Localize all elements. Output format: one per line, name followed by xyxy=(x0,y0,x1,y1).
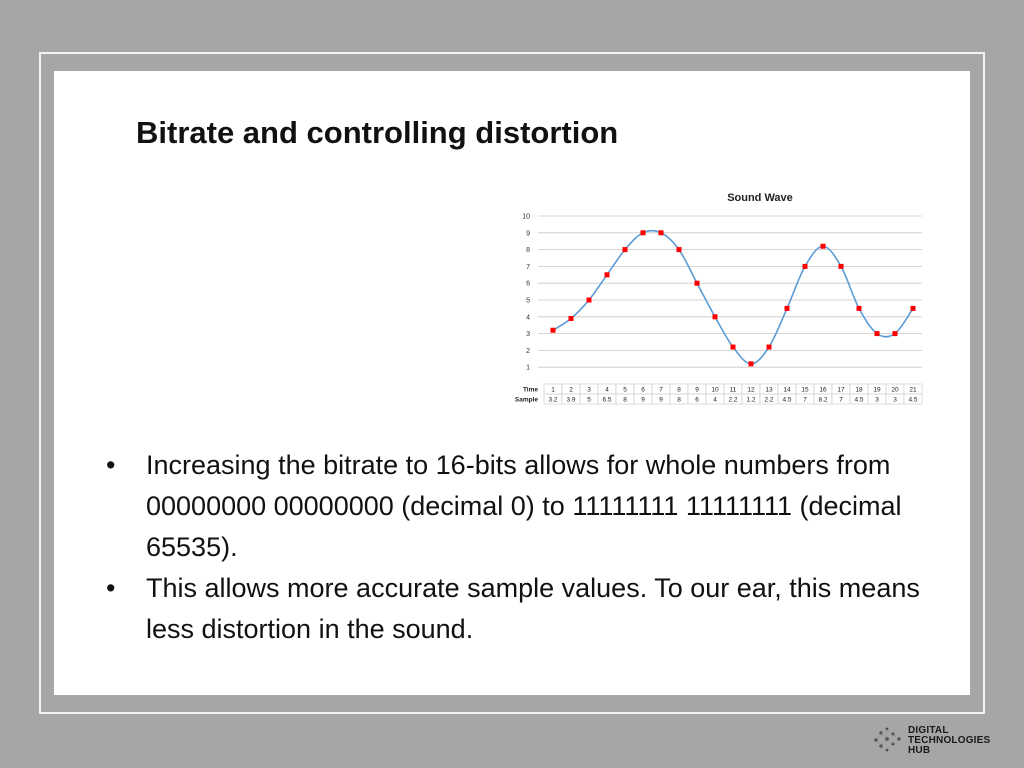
sample-value: 3.2 xyxy=(548,396,558,404)
bullet-list xyxy=(104,445,954,650)
logo-line-3: HUB xyxy=(908,745,931,756)
time-value: 7 xyxy=(659,386,663,394)
time-value: 12 xyxy=(747,386,755,394)
time-value: 4 xyxy=(605,386,609,394)
time-value: 19 xyxy=(873,386,881,394)
y-tick-label: 2 xyxy=(526,347,530,355)
sample-point xyxy=(803,264,808,269)
sample-point xyxy=(893,331,898,336)
bullet-item xyxy=(104,568,954,650)
sample-value: 8 xyxy=(623,396,627,404)
sample-point xyxy=(875,331,880,336)
bullet-item xyxy=(104,445,954,568)
y-tick-label: 3 xyxy=(526,331,530,339)
bullet-text: Increasing the bitrate to 16-bits allows for whole numbers from 00000000 00000000 (decimal 0) to 11111111 11111111 (decimal 65535). xyxy=(146,450,902,562)
time-value: 5 xyxy=(623,386,627,394)
sample-point xyxy=(677,247,682,252)
time-value: 8 xyxy=(677,386,681,394)
sample-value: 2.2 xyxy=(728,396,738,404)
sample-point xyxy=(839,264,844,269)
slide xyxy=(54,71,970,695)
bullet-text: This allows more accurate sample values. To our ear, this means less distortion in the sound. xyxy=(146,573,920,644)
sample-value: 6 xyxy=(695,396,699,404)
sound-wave-line xyxy=(553,231,913,364)
time-value: 15 xyxy=(801,386,809,394)
y-tick-label: 1 xyxy=(526,364,530,372)
slide-title: Bitrate and controlling distortion xyxy=(136,115,619,150)
time-value: 17 xyxy=(837,386,845,394)
time-value: 2 xyxy=(569,386,573,394)
time-value: 10 xyxy=(711,386,719,394)
sample-point xyxy=(713,314,718,319)
y-tick-label: 5 xyxy=(526,297,530,305)
table-row-label: Time xyxy=(522,386,538,394)
sample-point xyxy=(605,272,610,277)
sample-value: 6.5 xyxy=(602,396,612,404)
bullet-marker: • xyxy=(106,450,116,480)
y-tick-label: 6 xyxy=(526,280,530,288)
sample-value: 7 xyxy=(803,396,807,404)
sample-point xyxy=(749,361,754,366)
sample-value: 2.2 xyxy=(764,396,774,404)
sample-point xyxy=(641,230,646,235)
y-tick-label: 8 xyxy=(526,247,530,255)
sample-point xyxy=(767,345,772,350)
sample-point xyxy=(569,316,574,321)
sample-value: 4.5 xyxy=(782,396,792,404)
network-dots-icon xyxy=(872,724,904,756)
sample-value: 3 xyxy=(893,396,897,404)
sample-point xyxy=(623,247,628,252)
bullet-marker: • xyxy=(106,573,116,603)
y-tick-label: 9 xyxy=(526,230,530,238)
time-value: 13 xyxy=(765,386,773,394)
sample-point xyxy=(731,345,736,350)
sample-value: 9 xyxy=(659,396,663,404)
logo-line-1: DIGITAL xyxy=(908,725,949,736)
sample-point xyxy=(587,298,592,303)
time-value: 18 xyxy=(855,386,863,394)
sample-point xyxy=(551,328,556,333)
time-value: 11 xyxy=(729,386,737,394)
sample-value: 1.2 xyxy=(746,396,756,404)
digital-technologies-hub-logo xyxy=(872,724,1002,760)
sample-value: 4.5 xyxy=(854,396,864,404)
sample-point xyxy=(911,306,916,311)
sample-value: 3 xyxy=(875,396,879,404)
time-value: 9 xyxy=(695,386,699,394)
sample-point xyxy=(695,281,700,286)
sample-point xyxy=(785,306,790,311)
sample-value: 8 xyxy=(677,396,681,404)
sample-point xyxy=(857,306,862,311)
sample-value: 3.9 xyxy=(566,396,576,404)
sample-point xyxy=(821,244,826,249)
sample-value: 4 xyxy=(713,396,717,404)
sample-value: 5 xyxy=(587,396,591,404)
logo-line-2: TECHNOLOGIES xyxy=(908,735,991,746)
time-value: 20 xyxy=(891,386,899,394)
y-tick-label: 4 xyxy=(526,314,530,322)
sample-value: 7 xyxy=(839,396,843,404)
sample-value: 9 xyxy=(641,396,645,404)
table-row-label: Sample xyxy=(514,396,538,404)
time-value: 6 xyxy=(641,386,645,394)
time-value: 21 xyxy=(909,386,917,394)
sample-point xyxy=(659,230,664,235)
time-value: 1 xyxy=(551,386,555,394)
sound-wave-chart xyxy=(500,185,930,410)
sample-value: 8.2 xyxy=(818,396,828,404)
y-tick-label: 7 xyxy=(526,263,530,271)
time-value: 14 xyxy=(783,386,791,394)
time-value: 3 xyxy=(587,386,591,394)
chart-title: Sound Wave xyxy=(727,192,793,204)
time-value: 16 xyxy=(819,386,827,394)
sample-value: 4.5 xyxy=(908,396,918,404)
y-tick-label: 10 xyxy=(522,213,530,221)
